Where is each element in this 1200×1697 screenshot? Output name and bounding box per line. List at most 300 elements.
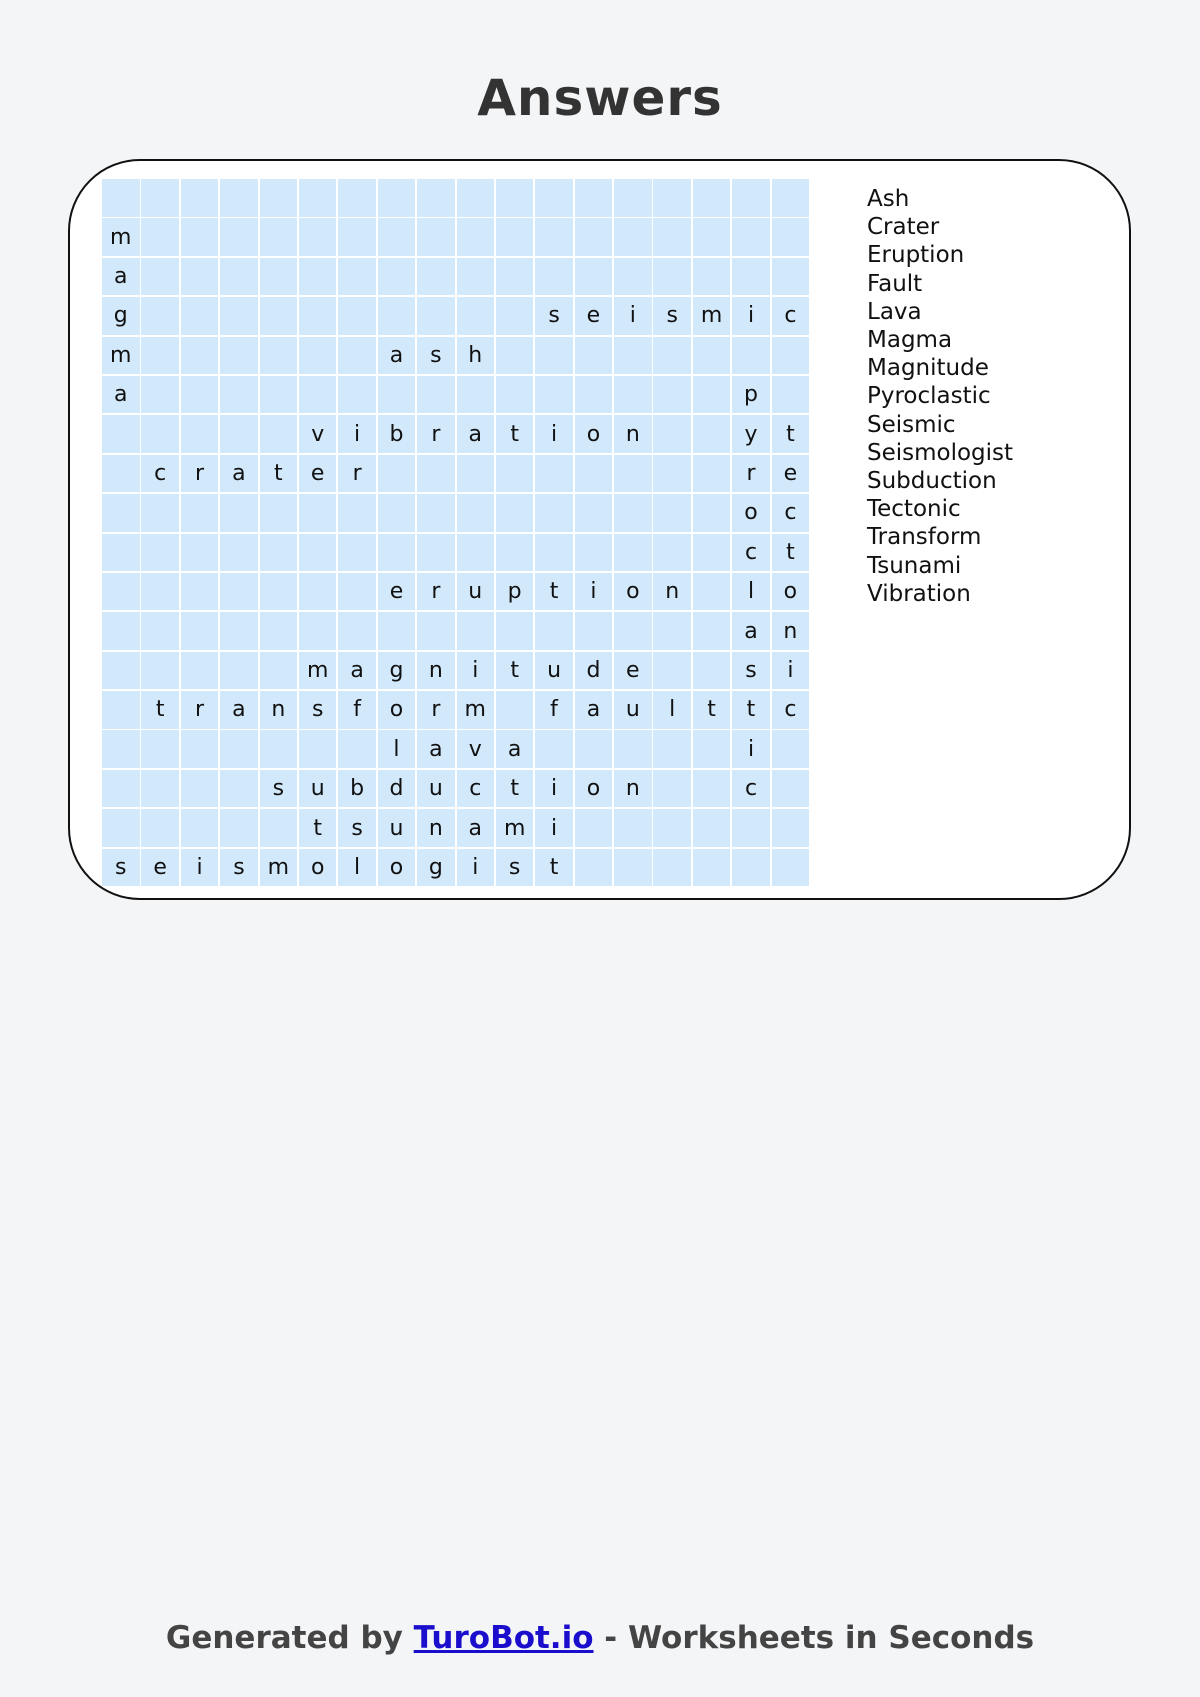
- grid-cell: [338, 730, 376, 768]
- grid-cell: [338, 494, 376, 532]
- grid-cell: [653, 534, 691, 572]
- grid-cell: t: [496, 415, 534, 453]
- grid-cell: [575, 218, 613, 256]
- grid-cell: t: [299, 809, 337, 847]
- grid-cell: n: [417, 652, 455, 690]
- grid-cell: [457, 494, 495, 532]
- grid-cell: f: [535, 691, 573, 729]
- grid-cell: [496, 297, 534, 335]
- grid-cell: p: [732, 376, 770, 414]
- grid-cell: [220, 218, 258, 256]
- grid-cell: [220, 534, 258, 572]
- grid-cell: s: [535, 297, 573, 335]
- grid-cell: [260, 809, 298, 847]
- grid-cell: [338, 337, 376, 375]
- grid-cell: i: [575, 573, 613, 611]
- grid-cell: s: [299, 691, 337, 729]
- grid-cell: a: [338, 652, 376, 690]
- grid-cell: i: [535, 770, 573, 808]
- word-list-item: Lava: [867, 298, 922, 325]
- grid-cell: [693, 730, 731, 768]
- grid-cell: [260, 218, 298, 256]
- grid-cell: [141, 573, 179, 611]
- grid-cell: [772, 337, 810, 375]
- grid-cell: [220, 573, 258, 611]
- grid-cell: [181, 218, 219, 256]
- grid-cell: [653, 652, 691, 690]
- grid-cell: [535, 730, 573, 768]
- grid-cell: [260, 652, 298, 690]
- grid-cell: a: [220, 455, 258, 493]
- grid-cell: r: [417, 415, 455, 453]
- grid-cell: [575, 455, 613, 493]
- grid-cell: [535, 494, 573, 532]
- grid-cell: [338, 573, 376, 611]
- grid-cell: [338, 258, 376, 296]
- grid-cell: [614, 258, 652, 296]
- grid-cell: [417, 376, 455, 414]
- grid-cell: o: [378, 691, 416, 729]
- grid-cell: [496, 612, 534, 650]
- grid-cell: [181, 297, 219, 335]
- grid-cell: [575, 612, 613, 650]
- grid-cell: [102, 534, 140, 572]
- grid-cell: o: [575, 770, 613, 808]
- grid-cell: s: [732, 652, 770, 690]
- grid-cell: [102, 455, 140, 493]
- grid-cell: b: [378, 415, 416, 453]
- grid-cell: a: [732, 612, 770, 650]
- grid-cell: [260, 573, 298, 611]
- grid-cell: [102, 652, 140, 690]
- grid-cell: h: [457, 337, 495, 375]
- grid-cell: [535, 455, 573, 493]
- letter-grid: [102, 179, 809, 886]
- grid-cell: i: [614, 297, 652, 335]
- grid-cell: [614, 218, 652, 256]
- grid-cell: [260, 297, 298, 335]
- grid-cell: [653, 179, 691, 217]
- grid-cell: [378, 494, 416, 532]
- grid-cell: [220, 612, 258, 650]
- grid-cell: [653, 376, 691, 414]
- grid-cell: [299, 179, 337, 217]
- grid-cell: o: [772, 573, 810, 611]
- grid-cell: [417, 218, 455, 256]
- grid-cell: [299, 258, 337, 296]
- grid-cell: g: [102, 297, 140, 335]
- grid-cell: i: [457, 652, 495, 690]
- word-list-item: Crater: [867, 214, 940, 241]
- grid-cell: [378, 218, 416, 256]
- grid-cell: l: [378, 730, 416, 768]
- grid-cell: [614, 849, 652, 887]
- grid-cell: i: [457, 849, 495, 887]
- grid-cell: [693, 415, 731, 453]
- grid-cell: [535, 179, 573, 217]
- grid-cell: n: [772, 612, 810, 650]
- grid-cell: [732, 258, 770, 296]
- grid-cell: [181, 179, 219, 217]
- grid-cell: [338, 612, 376, 650]
- grid-cell: [653, 415, 691, 453]
- grid-cell: [141, 652, 179, 690]
- grid-cell: [693, 337, 731, 375]
- grid-cell: [693, 849, 731, 887]
- grid-cell: [299, 376, 337, 414]
- grid-cell: [575, 809, 613, 847]
- word-list-item: Seismologist: [867, 439, 1014, 466]
- grid-cell: t: [496, 770, 534, 808]
- grid-cell: [693, 179, 731, 217]
- grid-cell: [338, 218, 376, 256]
- grid-cell: [693, 494, 731, 532]
- grid-cell: [417, 494, 455, 532]
- word-list-item: Tsunami: [867, 552, 962, 579]
- grid-cell: l: [732, 573, 770, 611]
- grid-cell: [772, 849, 810, 887]
- grid-cell: [299, 218, 337, 256]
- grid-cell: [457, 376, 495, 414]
- grid-cell: [653, 730, 691, 768]
- grid-cell: [260, 612, 298, 650]
- grid-cell: c: [732, 770, 770, 808]
- grid-cell: [496, 218, 534, 256]
- grid-cell: [457, 455, 495, 493]
- grid-cell: r: [732, 455, 770, 493]
- grid-cell: [141, 494, 179, 532]
- grid-cell: [220, 179, 258, 217]
- grid-cell: s: [417, 337, 455, 375]
- grid-cell: [102, 770, 140, 808]
- grid-cell: e: [378, 573, 416, 611]
- grid-cell: [693, 652, 731, 690]
- grid-cell: i: [732, 730, 770, 768]
- grid-cell: [141, 809, 179, 847]
- grid-cell: [575, 534, 613, 572]
- grid-cell: [496, 691, 534, 729]
- word-list-item: Subduction: [867, 468, 997, 495]
- grid-cell: p: [496, 573, 534, 611]
- word-list-item: Transform: [867, 524, 982, 551]
- grid-cell: s: [338, 809, 376, 847]
- grid-cell: [299, 612, 337, 650]
- grid-cell: [535, 218, 573, 256]
- grid-cell: [260, 494, 298, 532]
- grid-cell: [378, 455, 416, 493]
- grid-cell: [653, 218, 691, 256]
- grid-cell: [614, 455, 652, 493]
- grid-cell: o: [732, 494, 770, 532]
- grid-cell: [338, 534, 376, 572]
- grid-cell: [378, 612, 416, 650]
- grid-cell: s: [496, 849, 534, 887]
- grid-cell: [181, 494, 219, 532]
- grid-cell: [378, 376, 416, 414]
- grid-cell: [575, 494, 613, 532]
- grid-cell: m: [496, 809, 534, 847]
- grid-cell: [141, 770, 179, 808]
- grid-cell: [693, 376, 731, 414]
- grid-cell: m: [457, 691, 495, 729]
- grid-cell: a: [378, 337, 416, 375]
- grid-cell: [299, 730, 337, 768]
- grid-cell: [614, 179, 652, 217]
- grid-cell: i: [535, 415, 573, 453]
- grid-cell: [496, 455, 534, 493]
- grid-cell: [220, 415, 258, 453]
- grid-cell: m: [693, 297, 731, 335]
- grid-cell: [299, 573, 337, 611]
- grid-cell: [772, 258, 810, 296]
- grid-cell: y: [732, 415, 770, 453]
- grid-cell: r: [417, 573, 455, 611]
- grid-cell: [417, 612, 455, 650]
- grid-cell: [220, 258, 258, 296]
- grid-cell: a: [496, 730, 534, 768]
- grid-cell: [220, 494, 258, 532]
- grid-cell: a: [575, 691, 613, 729]
- grid-cell: [102, 691, 140, 729]
- grid-cell: [614, 612, 652, 650]
- grid-cell: [378, 534, 416, 572]
- grid-cell: [496, 179, 534, 217]
- grid-cell: t: [772, 415, 810, 453]
- grid-cell: [181, 573, 219, 611]
- grid-cell: [338, 376, 376, 414]
- grid-cell: [260, 376, 298, 414]
- grid-cell: [535, 376, 573, 414]
- grid-cell: [575, 337, 613, 375]
- grid-cell: [299, 534, 337, 572]
- grid-cell: [378, 179, 416, 217]
- grid-cell: [535, 337, 573, 375]
- grid-cell: t: [693, 691, 731, 729]
- grid-cell: [220, 652, 258, 690]
- grid-cell: c: [772, 691, 810, 729]
- grid-cell: [417, 258, 455, 296]
- grid-cell: [338, 297, 376, 335]
- grid-cell: [772, 179, 810, 217]
- grid-cell: o: [378, 849, 416, 887]
- grid-cell: [535, 534, 573, 572]
- grid-cell: [378, 297, 416, 335]
- grid-cell: [220, 770, 258, 808]
- grid-cell: m: [260, 849, 298, 887]
- grid-cell: [496, 376, 534, 414]
- word-list-item: Pyroclastic: [867, 383, 991, 410]
- grid-cell: [693, 534, 731, 572]
- word-list-item: Ash: [867, 186, 910, 212]
- grid-cell: r: [181, 691, 219, 729]
- grid-cell: [181, 376, 219, 414]
- grid-cell: [299, 297, 337, 335]
- grid-cell: b: [338, 770, 376, 808]
- grid-cell: s: [220, 849, 258, 887]
- grid-cell: [772, 730, 810, 768]
- grid-cell: l: [653, 691, 691, 729]
- grid-cell: [614, 337, 652, 375]
- word-list-item: Fault: [867, 270, 923, 297]
- grid-cell: [496, 258, 534, 296]
- grid-cell: [575, 849, 613, 887]
- footer-prefix: Generated by: [165, 1620, 414, 1656]
- grid-cell: [141, 258, 179, 296]
- grid-cell: t: [496, 652, 534, 690]
- grid-cell: [732, 218, 770, 256]
- grid-cell: l: [338, 849, 376, 887]
- grid-cell: [575, 179, 613, 217]
- grid-cell: [141, 218, 179, 256]
- grid-cell: [102, 730, 140, 768]
- word-list: [867, 185, 1013, 608]
- grid-cell: [575, 730, 613, 768]
- grid-cell: u: [535, 652, 573, 690]
- grid-cell: [417, 534, 455, 572]
- grid-cell: e: [141, 849, 179, 887]
- word-list-item: Magma: [867, 327, 953, 354]
- grid-cell: m: [102, 337, 140, 375]
- word-list-item: Magnitude: [867, 355, 989, 382]
- grid-cell: [181, 809, 219, 847]
- grid-cell: u: [457, 573, 495, 611]
- grid-cell: n: [653, 573, 691, 611]
- grid-cell: i: [732, 297, 770, 335]
- grid-cell: u: [417, 770, 455, 808]
- word-list-item: Seismic: [867, 411, 956, 438]
- word-list-item: Tectonic: [867, 496, 961, 523]
- grid-cell: [693, 809, 731, 847]
- grid-cell: r: [338, 455, 376, 493]
- grid-cell: [575, 376, 613, 414]
- grid-cell: [417, 455, 455, 493]
- grid-cell: [220, 376, 258, 414]
- grid-cell: [653, 849, 691, 887]
- grid-cell: [220, 730, 258, 768]
- word-list-item: Vibration: [867, 580, 971, 607]
- grid-cell: t: [535, 573, 573, 611]
- grid-cell: [102, 573, 140, 611]
- grid-cell: [772, 218, 810, 256]
- grid-cell: t: [260, 455, 298, 493]
- grid-cell: d: [575, 652, 613, 690]
- grid-cell: [102, 179, 140, 217]
- grid-cell: [496, 534, 534, 572]
- grid-cell: [693, 573, 731, 611]
- footer: [0, 1618, 1200, 1658]
- grid-cell: [181, 770, 219, 808]
- grid-cell: o: [614, 573, 652, 611]
- grid-cell: o: [299, 849, 337, 887]
- grid-cell: s: [653, 297, 691, 335]
- grid-cell: g: [378, 652, 416, 690]
- grid-cell: [220, 809, 258, 847]
- grid-cell: e: [575, 297, 613, 335]
- grid-cell: n: [260, 691, 298, 729]
- grid-cell: e: [299, 455, 337, 493]
- grid-cell: [417, 297, 455, 335]
- grid-cell: [181, 415, 219, 453]
- grid-cell: [378, 258, 416, 296]
- grid-cell: [338, 179, 376, 217]
- grid-cell: d: [378, 770, 416, 808]
- grid-cell: m: [102, 218, 140, 256]
- grid-cell: [535, 258, 573, 296]
- grid-cell: n: [614, 415, 652, 453]
- grid-cell: m: [299, 652, 337, 690]
- grid-cell: [181, 730, 219, 768]
- grid-cell: t: [141, 691, 179, 729]
- grid-cell: a: [220, 691, 258, 729]
- grid-cell: c: [457, 770, 495, 808]
- grid-cell: [614, 534, 652, 572]
- grid-cell: i: [535, 809, 573, 847]
- grid-cell: [772, 376, 810, 414]
- grid-cell: [535, 612, 573, 650]
- grid-cell: u: [614, 691, 652, 729]
- turobot-link[interactable]: TuroBot.io: [413, 1620, 594, 1656]
- grid-cell: [260, 534, 298, 572]
- page-title: Answers: [477, 69, 723, 127]
- grid-cell: [653, 612, 691, 650]
- grid-cell: [141, 730, 179, 768]
- grid-cell: [417, 179, 455, 217]
- grid-cell: a: [102, 258, 140, 296]
- grid-cell: t: [535, 849, 573, 887]
- grid-cell: i: [338, 415, 376, 453]
- grid-cell: e: [614, 652, 652, 690]
- grid-cell: v: [457, 730, 495, 768]
- grid-cell: [299, 337, 337, 375]
- grid-cell: [732, 179, 770, 217]
- grid-cell: a: [102, 376, 140, 414]
- footer-suffix: - Worksheets in Seconds: [593, 1620, 1035, 1656]
- grid-cell: [653, 455, 691, 493]
- grid-cell: [260, 415, 298, 453]
- grid-cell: r: [417, 691, 455, 729]
- grid-cell: [141, 337, 179, 375]
- grid-cell: [102, 494, 140, 532]
- grid-cell: o: [575, 415, 613, 453]
- grid-cell: [260, 179, 298, 217]
- grid-cell: [693, 770, 731, 808]
- grid-cell: [260, 730, 298, 768]
- grid-cell: n: [614, 770, 652, 808]
- grid-cell: [614, 809, 652, 847]
- grid-cell: c: [141, 455, 179, 493]
- grid-cell: s: [260, 770, 298, 808]
- grid-cell: [102, 612, 140, 650]
- grid-cell: [260, 337, 298, 375]
- grid-cell: t: [732, 691, 770, 729]
- grid-cell: [141, 376, 179, 414]
- grid-cell: [141, 612, 179, 650]
- grid-cell: [457, 297, 495, 335]
- grid-cell: f: [338, 691, 376, 729]
- grid-cell: [457, 612, 495, 650]
- grid-cell: [102, 809, 140, 847]
- grid-cell: [299, 494, 337, 532]
- grid-cell: [141, 297, 179, 335]
- grid-cell: [693, 218, 731, 256]
- grid-cell: [181, 652, 219, 690]
- grid-cell: [732, 337, 770, 375]
- answer-panel: [68, 159, 1131, 900]
- grid-cell: [772, 809, 810, 847]
- grid-cell: c: [732, 534, 770, 572]
- grid-cell: a: [457, 415, 495, 453]
- grid-cell: [141, 179, 179, 217]
